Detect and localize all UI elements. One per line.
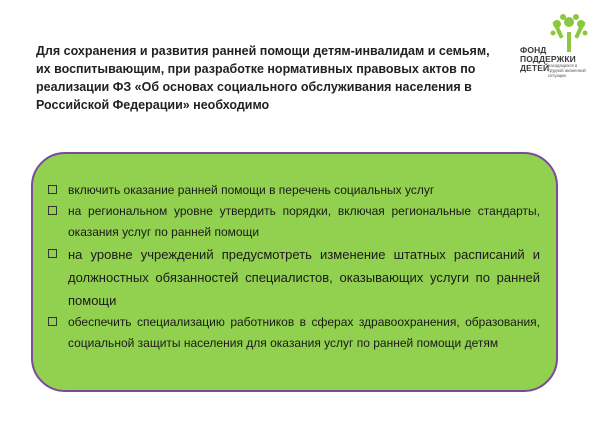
tree-logo-icon bbox=[550, 14, 588, 54]
logo-tagline: находящихся в трудной жизненной ситуации bbox=[548, 63, 586, 78]
list-item-text: на уровне учреждений предусмотреть изменение штатных расписаний и должностных обязанностей специалистов, оказывающих услуги по ранней помощи bbox=[68, 247, 540, 308]
logo-word-3: ДЕТЕЙ bbox=[520, 63, 550, 73]
checkbox-bullet-icon bbox=[48, 206, 57, 215]
page-title: Для сохранения и развития ранней помощи детям-инвалидам и семьям, их воспитывающим, при разработке нормативных правовых актов по реализации ФЗ «Об основах социального обслуживания населения в Российской Федерации» необходимо bbox=[36, 44, 490, 112]
list-item-text: обеспечить специализацию работников в сферах здравоохранения, образования, социальной защиты населения для оказания услуг по ранней помощи детям bbox=[68, 315, 540, 350]
list-item bbox=[44, 312, 540, 354]
list-item bbox=[44, 243, 540, 312]
recommendations-list bbox=[44, 180, 540, 354]
list-item bbox=[44, 201, 540, 243]
checkbox-bullet-icon bbox=[48, 317, 57, 326]
list-item bbox=[44, 180, 540, 201]
checkbox-bullet-icon bbox=[48, 185, 57, 194]
checkbox-bullet-icon bbox=[48, 249, 57, 258]
foundation-logo bbox=[520, 14, 592, 94]
logo-word-1: ФОНД bbox=[520, 45, 547, 55]
list-item-text: включить оказание ранней помощи в перечень социальных услуг bbox=[68, 183, 435, 197]
list-item-text: на региональном уровне утвердить порядки, включая региональные стандарты, оказания услуг по ранней помощи bbox=[68, 204, 540, 239]
logo-word-2: ПОДДЕРЖКИ bbox=[520, 54, 576, 64]
